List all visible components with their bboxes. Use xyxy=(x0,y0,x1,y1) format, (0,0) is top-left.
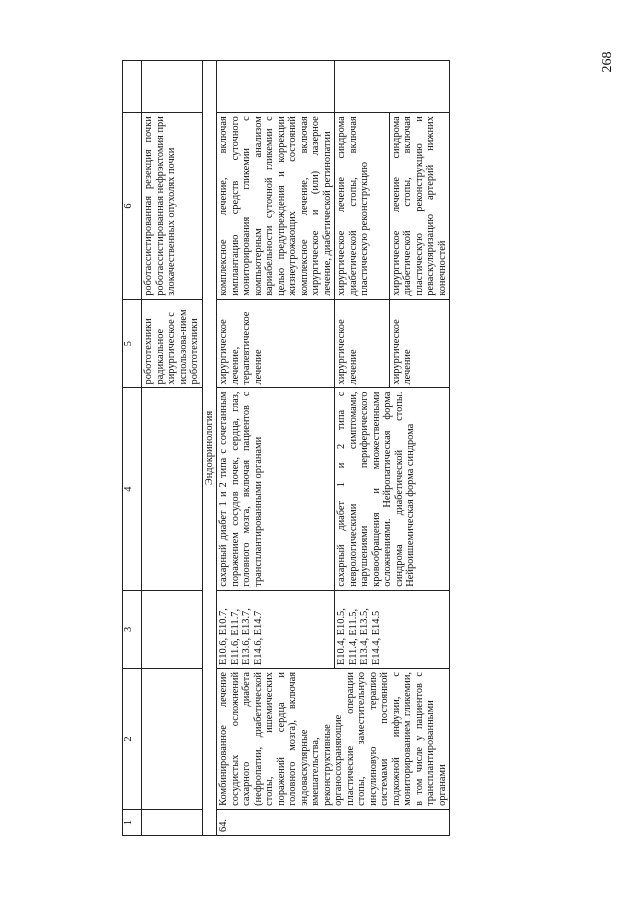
cont-type-cell: робототехники радикальное хирургическое с использова-нием робототехники xyxy=(142,299,203,388)
patient-model-2: сахарный диабет 1 и 2 типа с неврологическими симптомами, нарушениями периферического кровообращения и множественными осложнениями. Нейропатическая форма синдрома диабетической стопы. Нейроишемическая форма синдрома xyxy=(335,388,450,590)
section-row xyxy=(202,61,217,836)
treatment-method-1: комплексное лечение, включая имплантацию средств суточного мониторирования гликемии с компьютерным анализом вариабельности суточной гликемии с целью предупреждения и коррекции жизнеугрожающих состояний комплексное лечение, включая хирургическое и (или) лазерное лечение, диабетической ретинопатии xyxy=(217,113,335,300)
table-row xyxy=(217,61,335,836)
icd-codes-2: Е10.4, Е10.5, Е11.4, Е11.5, Е13.4, Е13.5, Е14.4, Е14.5 xyxy=(335,590,450,668)
row-number: 64. xyxy=(217,809,450,835)
header-col-7 xyxy=(123,61,142,113)
patient-model-1: сахарный диабет 1 и 2 типа с сочетанным поражением сосудов почек, сердца, глаз, головного мозга, включая пациентов с трансплантированными органами xyxy=(217,388,335,590)
cost-cell-2 xyxy=(335,61,450,113)
treatment-type-1: хирургическое лечение, терапевтическое лечение xyxy=(217,299,335,388)
section-title: Эндокринология xyxy=(202,61,217,836)
rotated-table-container xyxy=(122,60,609,836)
page-number: 268 xyxy=(600,51,615,73)
cont-cell-2 xyxy=(142,669,203,810)
header-col-1: 1 xyxy=(123,809,142,835)
cont-method-cell: роботассистированная резекция почки роботассистированная нефрэктомия при злокачественных опухолях почки xyxy=(142,113,203,300)
header-col-2: 2 xyxy=(123,669,142,810)
header-row xyxy=(123,61,142,836)
icd-codes-1: Е10.6, Е10.7, Е11.6, Е11.7, Е13.6, Е13.7, Е14.6, Е14.7 xyxy=(217,590,335,668)
header-col-6: 6 xyxy=(123,113,142,300)
treatment-method-2: хирургическое лечение синдрома диабетической стопы, включая пластическую реконструкцию xyxy=(335,113,390,300)
services-table xyxy=(122,60,450,836)
cont-cell-1 xyxy=(142,809,203,835)
header-col-4: 4 xyxy=(123,388,142,590)
cont-cell-3 xyxy=(142,590,203,668)
header-col-5: 5 xyxy=(123,299,142,388)
header-col-3: 3 xyxy=(123,590,142,668)
treatment-type-2: хирургическое лечение xyxy=(335,299,390,388)
cost-cell-1 xyxy=(217,61,335,113)
continuation-row xyxy=(142,61,203,836)
document-sheet xyxy=(122,60,609,836)
treatment-method-3: хирургическое лечение синдрома диабетической стопы, включая пластическую реконструкцию и реваскуляризацию артерий нижних конечностей xyxy=(389,113,450,300)
cont-cell-4 xyxy=(142,388,203,590)
treatment-type-3: хирургическое лечение xyxy=(389,299,450,388)
service-name: Комбинированное лечение сосудистых осложнений сахарного диабета (нефропатии, диабетической стопы, ишемических поражений сердца и головного мозга), включая эндоваскулярные вмешательства, реконструктивные органосохраняющие пластические операции стопы, заместительную инсулиновую терапию системами постоянной подкожной инфузии, с мониторированием гликемии, в том числе у пациентов с трансплантированными органами xyxy=(217,669,450,810)
cont-cell-7 xyxy=(142,61,203,113)
